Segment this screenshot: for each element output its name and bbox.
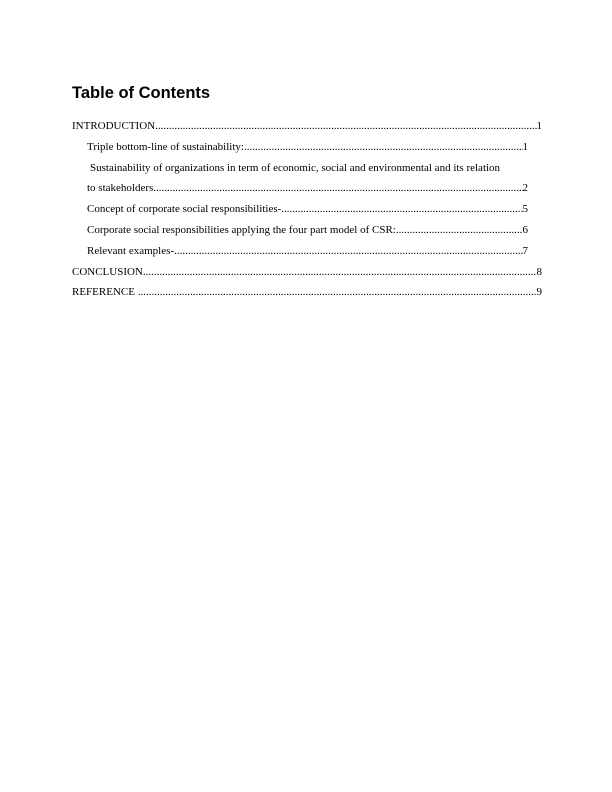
dot-leader: [396, 220, 523, 241]
toc-entry-text: Sustainability of organizations in term of economic, social and environmental and its relation: [90, 161, 501, 174]
toc-entry-text: CONCLUSION: [72, 265, 143, 278]
toc-entry-text: Triple bottom-line of sustainability:: [87, 140, 244, 153]
toc-entry-sustainability-line2[interactable]: [87, 178, 528, 199]
toc-entry-triple-bottom-line[interactable]: [87, 137, 528, 158]
toc-entry-csr-concept[interactable]: [87, 199, 528, 220]
toc-entry-relevant-examples[interactable]: [87, 241, 528, 262]
toc-page-number: 1: [522, 140, 528, 153]
toc-entry-text: INTRODUCTION: [72, 120, 156, 132]
toc-page-number: 5: [522, 203, 528, 216]
toc-entry-text: to stakeholders: [87, 182, 154, 195]
toc-entry-text: REFERENCE: [72, 286, 138, 299]
toc-page-number: 9: [536, 286, 542, 299]
dot-leader: [174, 241, 522, 262]
toc-page-number: 7: [522, 244, 528, 257]
toc-page-number: 8: [536, 265, 542, 278]
toc-entry-sustainability-line1[interactable]: [87, 158, 542, 179]
toc-page-number: 2: [522, 182, 528, 195]
dot-leader: [153, 178, 522, 199]
toc-entry-text: Relevant examples-: [87, 244, 175, 257]
toc-entry-conclusion[interactable]: [72, 262, 542, 283]
dot-leader: [155, 116, 536, 137]
dot-leader: [143, 262, 537, 283]
dot-leader: [138, 282, 537, 303]
toc-entry-text: Concept of corporate social responsibilities-: [87, 203, 282, 216]
toc-list: [72, 116, 542, 303]
dot-leader: [244, 137, 523, 158]
toc-page-number: 6: [522, 223, 528, 236]
toc-page-number: 1: [536, 120, 542, 132]
toc-title: Table of Contents: [72, 84, 211, 102]
toc-entry-text: Corporate social responsibilities applying the four part model of CSR:: [87, 223, 396, 236]
toc-entry-csr-four-part-model[interactable]: [87, 220, 528, 241]
toc-entry-reference[interactable]: [72, 282, 542, 303]
dot-leader: [281, 199, 522, 220]
toc-entry-introduction[interactable]: [72, 116, 542, 137]
